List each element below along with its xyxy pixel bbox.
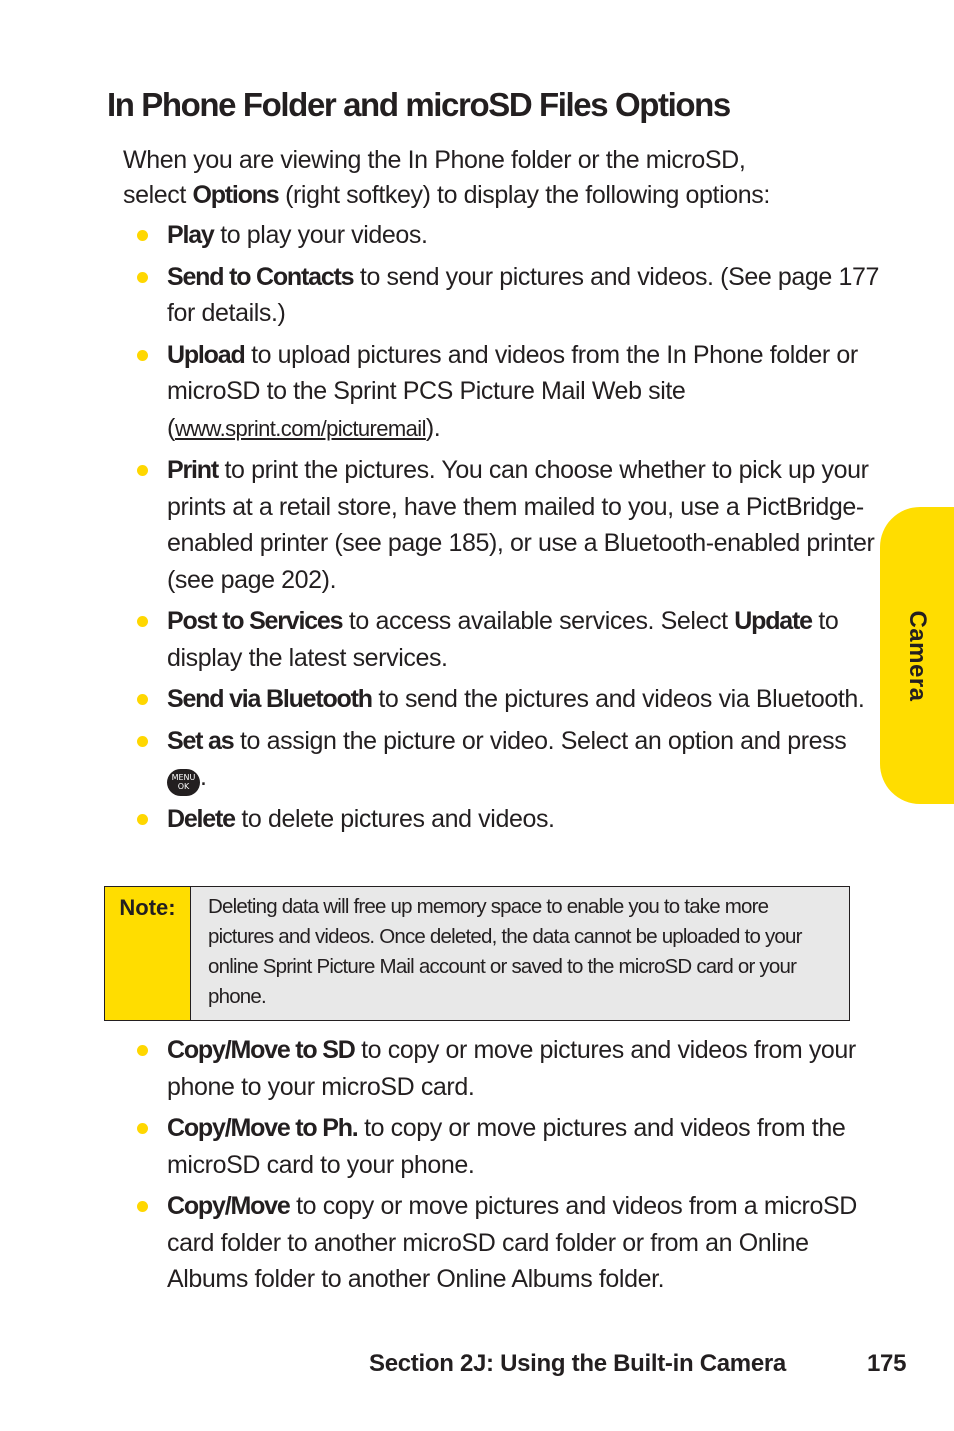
- option-description: to delete pictures and videos.: [241, 805, 555, 833]
- bullet-icon: [137, 616, 148, 627]
- option-description-continued: to display the latest services.: [167, 607, 839, 672]
- option-description: to copy or move pictures and videos from your phone to your microSD card.: [167, 1036, 856, 1101]
- picturemail-link[interactable]: www.sprint.com/picturemail: [174, 415, 426, 441]
- intro-line-1: When you are viewing the In Phone folder or the microSD,: [123, 146, 746, 174]
- bullet-icon: [137, 736, 148, 747]
- link-close-paren: ).: [425, 413, 441, 442]
- option-term: Print: [167, 456, 218, 484]
- option-term: Delete: [167, 805, 235, 833]
- option-term: Send to Contacts: [167, 262, 354, 291]
- bullet-icon: [137, 694, 148, 705]
- bullet-icon: [137, 350, 148, 361]
- page-number: 175: [867, 1350, 907, 1377]
- list-item-post-to-services: [134, 603, 879, 676]
- option-description: to upload pictures and videos from the In Phone folder or microSD to the Sprint PCS Picture Mail Web site: [167, 340, 858, 405]
- option-term: Copy/Move to Ph.: [167, 1114, 358, 1142]
- option-description: to print the pictures. You can choose whether to pick up your prints at a retail store, have them mailed to you, use a PictBridge-enabled printer (see page 185), or use a Bluetooth-enabled printer (see page 202).: [167, 456, 875, 594]
- bullet-icon: [137, 230, 148, 241]
- option-description: to access available services. Select: [348, 607, 728, 635]
- option-description: to play your videos.: [220, 221, 428, 249]
- list-item-upload: [134, 337, 879, 448]
- options-list: [134, 217, 879, 843]
- footer-section-title: Section 2J: Using the Built-in Camera: [369, 1350, 786, 1377]
- option-term: Play: [167, 221, 214, 249]
- option-term: Send via Bluetooth: [167, 685, 372, 713]
- list-item-send-via-bluetooth: [134, 681, 879, 718]
- option-description: to copy or move pictures and videos from the microSD card to your phone.: [167, 1114, 846, 1179]
- menu-key-top-label: MENU: [171, 773, 196, 782]
- option-term: Post to Services: [167, 607, 343, 635]
- option-description: to send the pictures and videos via Bluetooth.: [378, 685, 865, 713]
- list-item-play: [134, 217, 879, 254]
- note-text: Deleting data will free up memory space to enable you to take more pictures and videos. Once deleted, the data cannot be uploaded to your online Sprint Picture Mail account or saved to the microSD card or your phone.: [208, 895, 802, 1008]
- note-box: [104, 886, 850, 1021]
- section-tab-label: Camera: [904, 609, 931, 702]
- intro-select: select: [123, 181, 186, 209]
- bullet-icon: [137, 272, 148, 283]
- bullet-icon: [137, 1201, 148, 1212]
- copy-options-list: [134, 1032, 879, 1303]
- bullet-icon: [137, 465, 148, 476]
- option-description: to assign the picture or video. Select an option and press: [240, 726, 847, 755]
- page-title: In Phone Folder and microSD Files Options: [107, 86, 730, 123]
- list-item-copy-move-to-sd: [134, 1032, 879, 1105]
- note-label: Note:: [105, 887, 191, 1020]
- list-item-send-to-contacts: [134, 259, 879, 332]
- option-description: to send your pictures and videos. (See page 177 for details.): [167, 262, 879, 327]
- list-item-set-as: [134, 723, 879, 797]
- bullet-icon: [137, 1123, 148, 1134]
- menu-key-bottom-label: OK: [177, 782, 190, 791]
- option-term: Copy/Move: [167, 1192, 290, 1220]
- list-item-copy-move-to-ph: [134, 1110, 879, 1183]
- option-term: Upload: [167, 340, 245, 369]
- bullet-icon: [137, 1045, 148, 1056]
- update-term: Update: [734, 607, 812, 635]
- option-term: Copy/Move to SD: [167, 1036, 355, 1064]
- intro-paragraph: [123, 143, 883, 213]
- menu-ok-key-icon: [167, 769, 200, 796]
- option-description: to copy or move pictures and videos from a microSD card folder to another microSD card folder or from an Online Albums folder to another Online Albums folder.: [167, 1192, 857, 1293]
- intro-line-2: (right softkey) to display the following options:: [285, 181, 770, 209]
- list-item-copy-move: [134, 1188, 879, 1298]
- bullet-icon: [137, 814, 148, 825]
- option-term: Set as: [167, 726, 234, 755]
- list-item-delete: [134, 801, 879, 838]
- link-open-paren: (: [167, 413, 175, 442]
- options-softkey-term: Options: [192, 181, 279, 209]
- list-item-print: [134, 452, 879, 598]
- sentence-end: .: [200, 763, 207, 791]
- section-tab: [880, 507, 954, 804]
